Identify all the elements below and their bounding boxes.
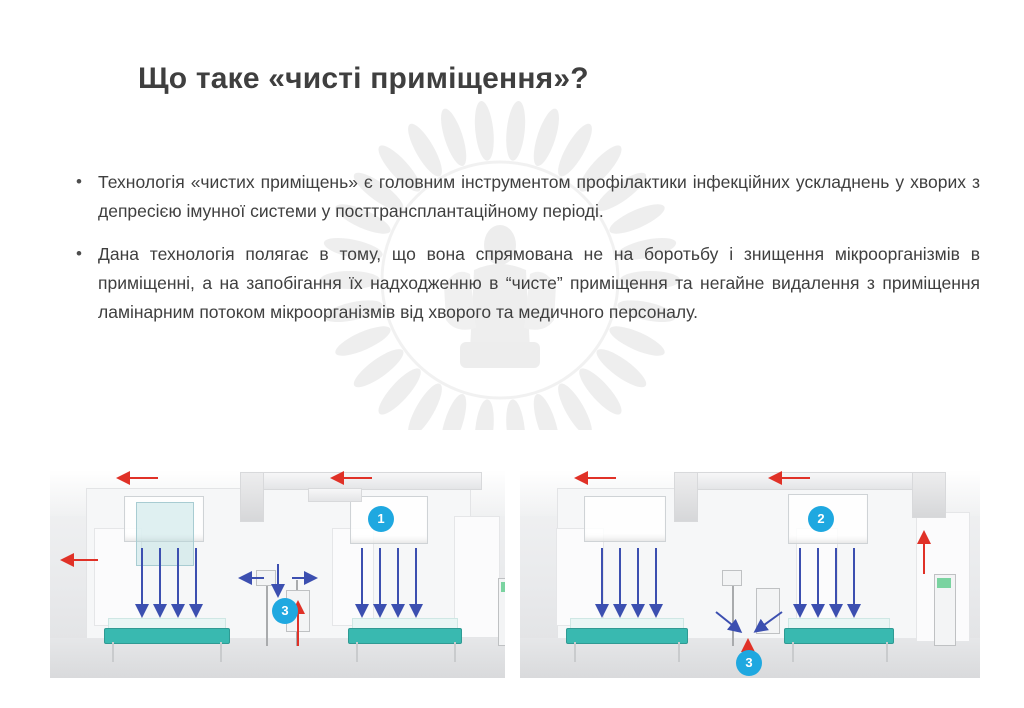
bullet-text: Дана технологія полягає в тому, що вона спрямована не на боротьбу і знищення мікроорганізмів в приміщенні, а на запобігання їх надходженню в “чисте” приміщення та негайне видалення з приміщення ламінарним потоком мікроорганізмів від хворого та медичного персоналу. bbox=[98, 244, 980, 322]
duct-elbow bbox=[240, 472, 264, 522]
cleanroom-scene-right bbox=[520, 470, 980, 678]
duct-riser bbox=[912, 472, 946, 518]
bed-legs bbox=[356, 642, 456, 662]
bullet-text: Технологія «чистих приміщень» є головним інструментом профілактики інфекційних ускладнень у хворих з депресією імунної системи у посттрансплантаційному періоді. bbox=[98, 172, 980, 221]
list-item bbox=[60, 240, 980, 327]
bed-legs bbox=[792, 642, 888, 662]
cleanroom-scene-left bbox=[50, 470, 505, 678]
callout-marker-1: 1 bbox=[368, 506, 394, 532]
wall-panel bbox=[94, 528, 142, 626]
ceiling-duct bbox=[674, 472, 946, 490]
bullet-marker-icon: • bbox=[76, 172, 82, 191]
laminar-flow-hood bbox=[584, 496, 666, 542]
bullet-marker-icon: • bbox=[76, 244, 82, 263]
wall-panel bbox=[454, 516, 500, 638]
patient-monitor bbox=[722, 570, 742, 586]
duct-elbow bbox=[674, 472, 698, 522]
body-text-block bbox=[60, 168, 980, 341]
page-title: Що таке «чисті приміщення»? bbox=[138, 62, 589, 95]
patient-monitor bbox=[256, 570, 276, 586]
equipment-cabinet bbox=[756, 588, 780, 634]
hood-glass-panel bbox=[136, 502, 194, 566]
bed-legs bbox=[112, 642, 222, 662]
list-item bbox=[60, 168, 980, 226]
wall-panel bbox=[556, 528, 604, 626]
callout-marker-3-left: 3 bbox=[272, 598, 298, 624]
monitor-screen bbox=[937, 578, 951, 588]
cleanroom-illustration bbox=[50, 432, 980, 678]
duct-branch bbox=[308, 488, 362, 502]
bed-legs bbox=[574, 642, 680, 662]
callout-marker-3-right: 3 bbox=[736, 650, 762, 676]
monitor-screen bbox=[501, 582, 505, 592]
callout-marker-2: 2 bbox=[808, 506, 834, 532]
